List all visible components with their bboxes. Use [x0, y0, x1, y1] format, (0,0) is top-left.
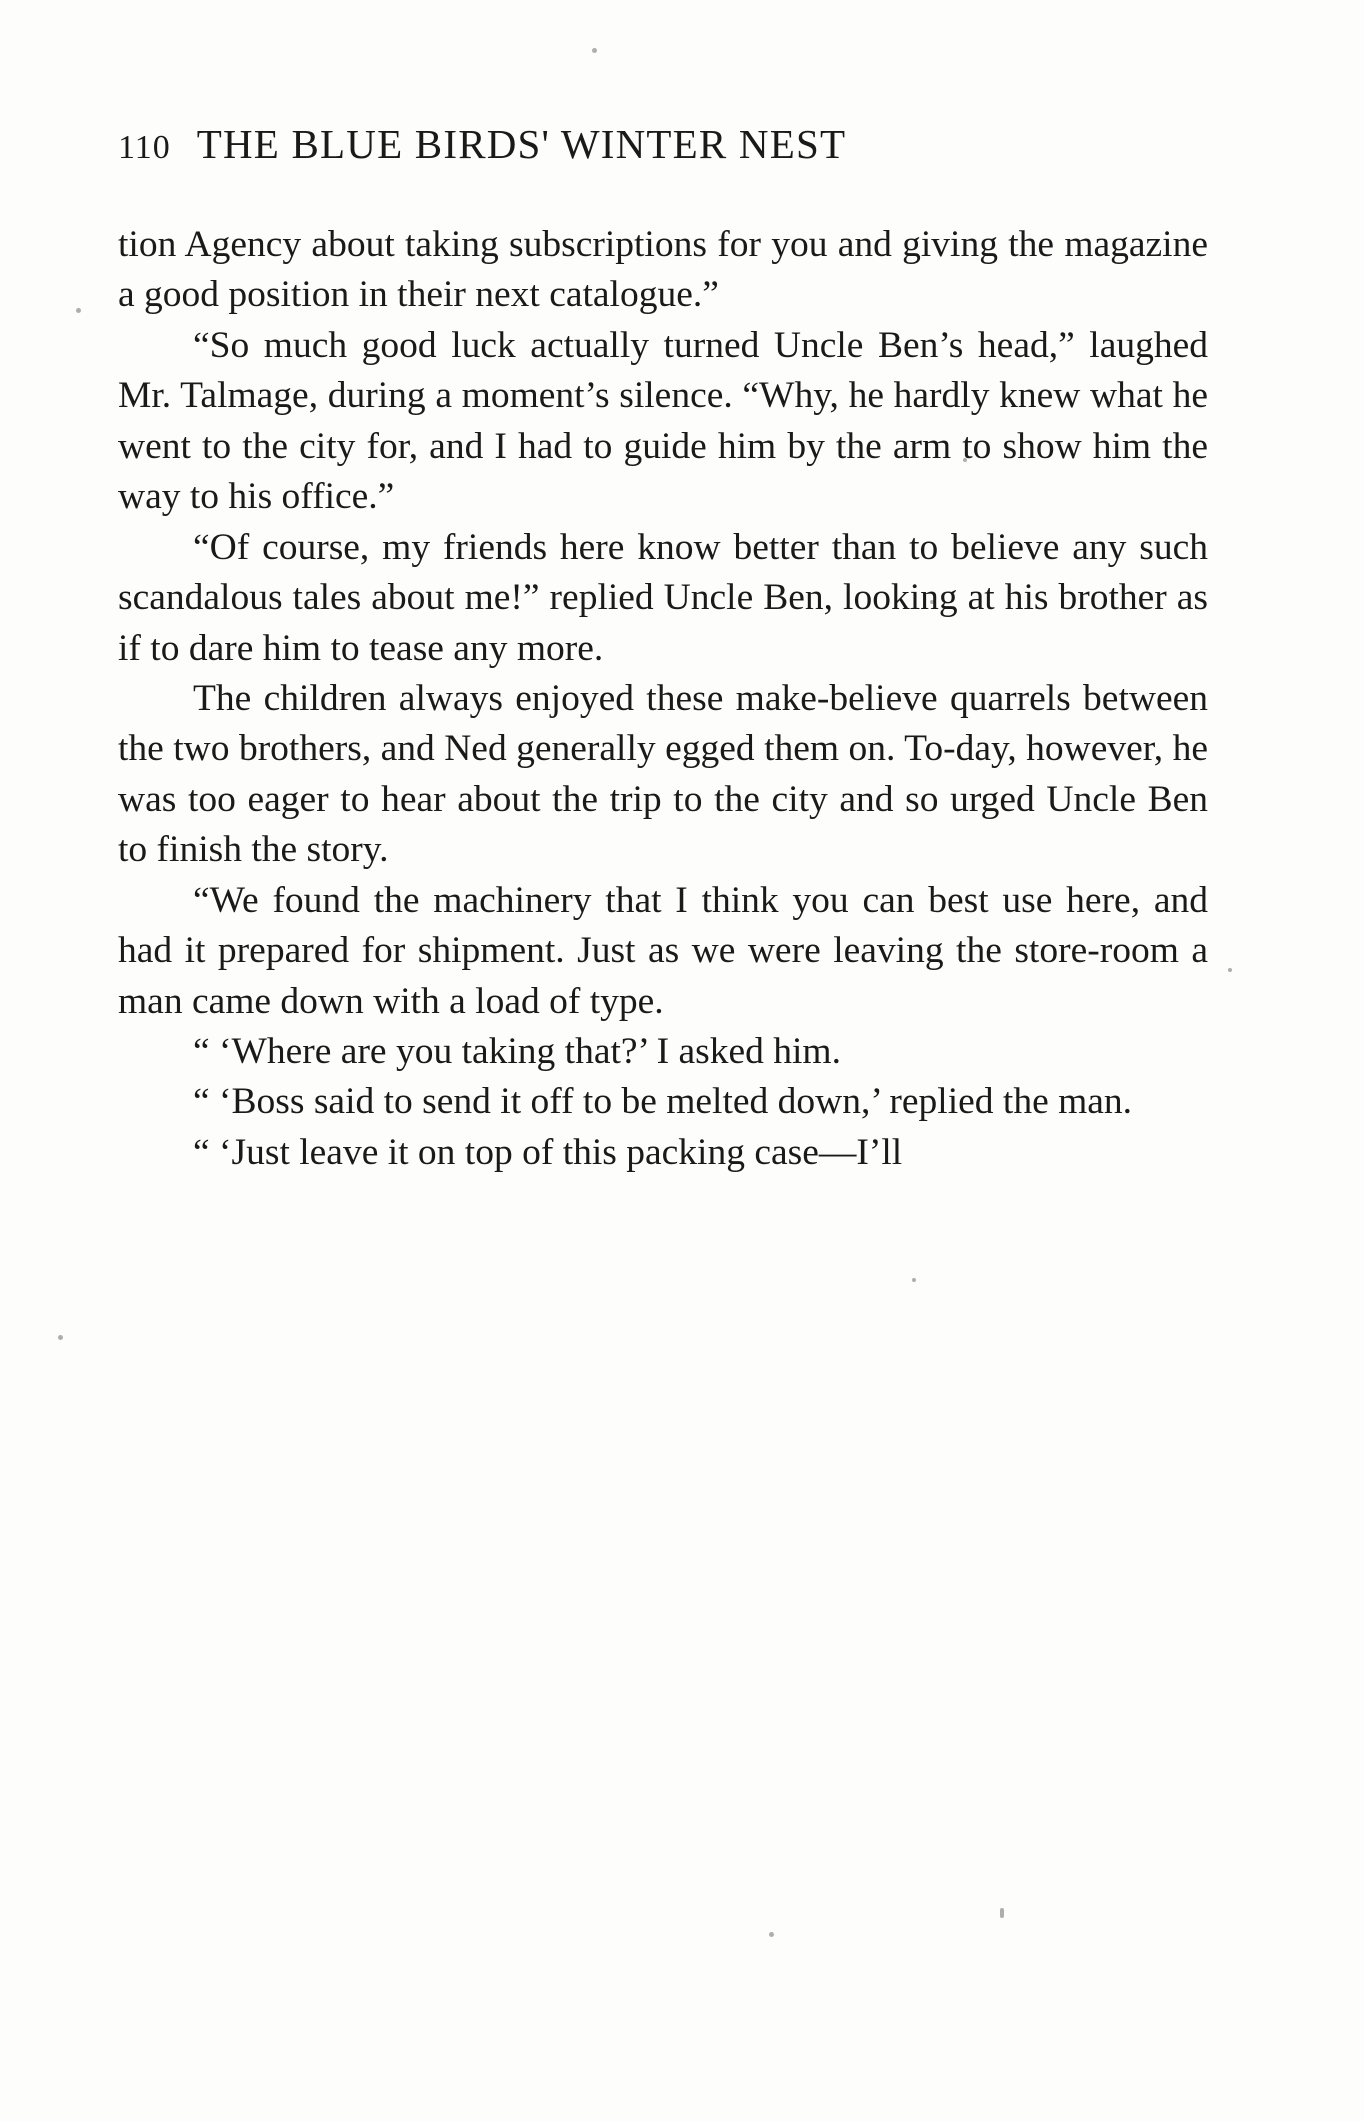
scan-speck	[1000, 1908, 1004, 1918]
paragraph: The children always enjoyed these make-believe quarrels between the two brothers, and Ned generally egged them on. To-day, however, he was too eager to hear about the trip to the city and so urged Uncle Ben to finish the story.	[118, 677, 1208, 871]
paragraph: tion Agency about taking subscriptions for you and giving the magazine a good position in their next catalogue.”	[118, 224, 1208, 316]
scan-speck	[592, 48, 597, 53]
scan-speck	[912, 1278, 916, 1282]
scan-speck	[769, 1932, 774, 1937]
paragraph: “We found the machinery that I think you can best use here, and had it prepared for shipment. Just as we were leaving the store-room a man came down with a load of type.	[118, 879, 1208, 1022]
page-number: 110	[118, 129, 171, 166]
running-head	[118, 120, 1208, 168]
paragraph: “Of course, my friends here know better than to believe any such scandalous tales about me!” replied Uncle Ben, looking at his brother as if to dare him to tease any more.	[118, 526, 1208, 669]
paragraph: “ ‘Boss said to send it off to be melted down,’ replied the man.	[193, 1081, 1133, 1123]
body-text	[118, 220, 1208, 1178]
paragraph: “ ‘Just leave it on top of this packing case—I’ll	[193, 1131, 903, 1173]
scan-speck	[76, 308, 81, 313]
page-content	[118, 120, 1208, 1178]
scan-speck	[1228, 968, 1232, 972]
page-title: THE BLUE BIRDS' WINTER NEST	[196, 121, 847, 167]
paragraph: “So much good luck actually turned Uncle Ben’s head,” laughed Mr. Talmage, during a moment’s silence. “Why, he hardly knew what he went to the city for, and I had to guide him by the arm to show him the way to his office.”	[118, 324, 1208, 518]
paragraph: “ ‘Where are you taking that?’ I asked him.	[193, 1031, 841, 1072]
scan-speck	[58, 1335, 63, 1340]
